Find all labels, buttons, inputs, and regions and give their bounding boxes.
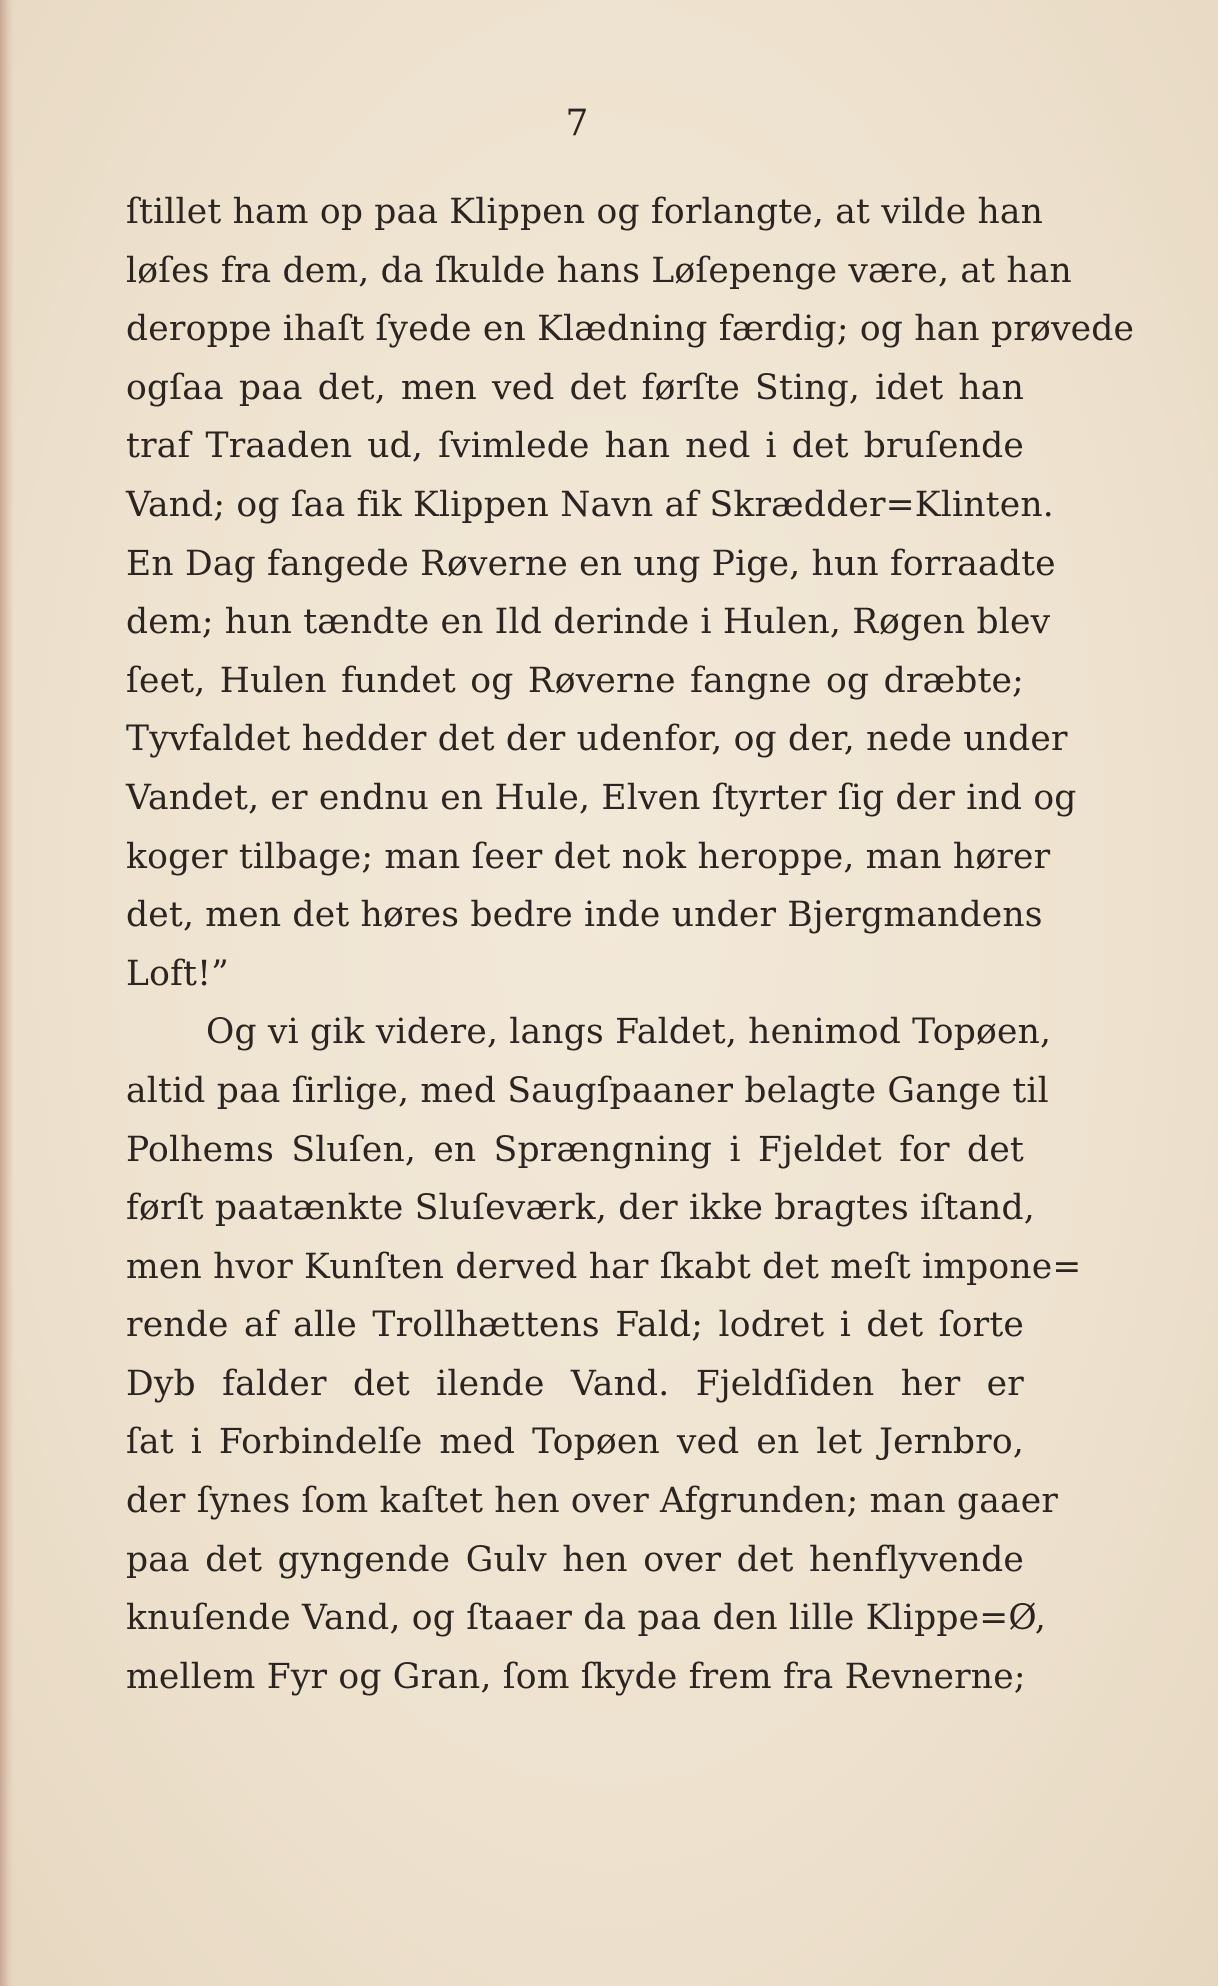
text-line: deroppe ihaſt ſyede en Klædning færdig; og han prøvede	[126, 309, 1135, 350]
text-line: rende af alle Trollhættens Fald; lodret i det ſorte	[126, 1305, 1024, 1346]
text-line: Tyvfaldet hedder det der udenfor, og der, nede under	[126, 719, 1068, 760]
text-line: traf Traaden ud, ſvimlede han ned i det bruſende	[126, 426, 1024, 467]
text-line: det, men det høres bedre inde under Bjergmandens	[126, 895, 1043, 936]
body-text	[126, 183, 1135, 1706]
text-line: ſtillet ham op paa Klippen og forlangte, at vilde han	[126, 192, 1044, 232]
text-line: altid paa ſirlige, med Saugſpaaner belagte Gange til	[126, 1070, 1049, 1111]
text-line: dem; hun tændte en Ild derinde i Hulen, Røgen blev	[126, 602, 1051, 643]
text-line: koger tilbage; man ſeer det nok heroppe, man hører	[126, 836, 1051, 877]
text-line: Vandet, er endnu en Hule, Elven ſtyrter ſig der ind og	[126, 777, 1077, 818]
page-spine-shadow	[0, 0, 14, 1986]
text-line: Loft!”	[126, 953, 230, 994]
text-line: ſat i Forbindelſe med Topøen ved en let Jernbro,	[126, 1422, 1024, 1463]
text-line: ogſaa paa det, men ved det førſte Sting, idet han	[126, 367, 1024, 408]
text-line: Og vi gik videre, langs Faldet, henimod Topøen,	[206, 1012, 1052, 1053]
text-line: En Dag fangede Røverne en ung Pige, hun forraadte	[126, 543, 1056, 584]
text-line: førſt paatænkte Sluſeværk, der ikke bragtes iſtand,	[126, 1188, 1035, 1229]
text-line: paa det gyngende Gulv hen over det henflyvende	[126, 1539, 1024, 1580]
text-line: Polhems Sluſen, en Sprængning i Fjeldet for det	[126, 1129, 1024, 1170]
text-line: Vand; og ſaa fik Klippen Navn af Skrædder=Klinten.	[126, 484, 1054, 525]
text-line: knuſende Vand, og ſtaaer da paa den lille Klippe=Ø,	[126, 1598, 1047, 1639]
text-line: der ſynes ſom kaſtet hen over Afgrunden; man gaaer	[126, 1481, 1059, 1522]
text-line: ſeet, Hulen fundet og Røverne fangne og dræbte;	[126, 660, 1024, 701]
page-number: 7	[565, 103, 589, 144]
text-line: mellem Fyr og Gran, ſom ſkyde frem fra Revnerne;	[126, 1656, 1026, 1697]
text-line: Dyb falder det ilende Vand. Fjeldſiden her er	[126, 1363, 1024, 1404]
text-line: løſes fra dem, da ſkulde hans Løſepenge være, at han	[126, 250, 1072, 291]
text-line: men hvor Kunſten derved har ſkabt det meſt impone=	[126, 1246, 1082, 1287]
